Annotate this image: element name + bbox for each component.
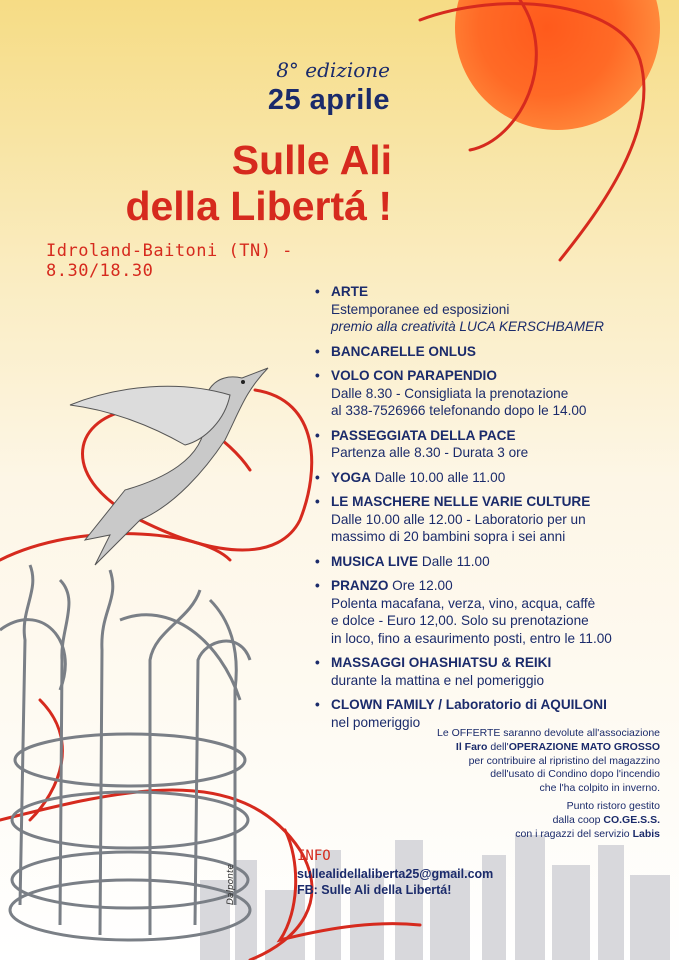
program-item	[311, 427, 663, 462]
program-item-line: Dalle 8.30 - Consigliata la prenotazione	[331, 385, 569, 401]
program-item	[311, 577, 663, 647]
program-item	[311, 469, 663, 487]
food-point-service: Labis	[632, 827, 660, 840]
program-item	[311, 343, 663, 361]
program-item	[311, 283, 663, 336]
title-line-2: della Libertá !	[125, 183, 392, 229]
program-item-line: e dolce - Euro 12,00. Solo su prenotazione	[331, 613, 589, 628]
program-item-line: al 338-7526966 telefonando dopo le 14.00	[331, 403, 587, 418]
donation-line: dell'	[487, 740, 509, 753]
program-item-line: nel pomeriggio	[331, 714, 421, 730]
program-item-line: durante la mattina e nel pomeriggio	[331, 672, 545, 688]
program-item-title: MASSAGGI OHASHIATSU & REIKI	[331, 655, 552, 670]
donation-line: per contribuire al ripristino del magazzino	[468, 754, 660, 767]
food-point-line: Punto ristoro gestito	[566, 800, 660, 812]
sun-illustration	[455, 0, 660, 130]
info-facebook-link[interactable]: FB: Sulle Ali della Libertá!	[297, 883, 452, 897]
program-item-title: PASSEGGIATA DELLA PACE	[331, 427, 516, 443]
program-item-note: premio alla creatività LUCA KERSCHBAMER	[331, 319, 604, 334]
food-point-note	[420, 800, 660, 841]
info-box	[297, 848, 637, 898]
edition-label: 8° edizione	[276, 58, 390, 82]
program-item-line: Dalle 10.00 alle 12.00 - Laboratorio per un	[331, 511, 586, 527]
program-item-line: Estemporanee ed esposizioni	[331, 301, 510, 317]
food-point-line: con i ragazzi del servizio	[515, 827, 633, 840]
program-item-text: Dalle 11.00	[418, 553, 490, 569]
program-item-title: CLOWN FAMILY / Laboratorio di AQUILONI	[331, 697, 607, 712]
event-title	[40, 137, 392, 229]
program-item-title: VOLO CON PARAPENDIO	[331, 368, 497, 383]
program-item-title: MUSICA LIVE	[331, 553, 419, 569]
program-item	[311, 553, 663, 571]
donation-note	[360, 727, 660, 796]
title-line-1: Sulle Ali	[231, 137, 392, 183]
program-list	[311, 283, 663, 738]
info-label: INFO	[297, 848, 331, 864]
donation-org: OPERAZIONE MATO GROSSO	[508, 740, 660, 753]
program-item-title: YOGA	[331, 469, 372, 485]
donation-line: dell'usato di Condino dopo l'incendio	[490, 768, 660, 781]
donation-line: che l'ha colpito in inverno.	[539, 782, 660, 795]
event-date: 25 aprile	[267, 84, 390, 116]
program-item	[311, 367, 663, 420]
program-item-text: Dalle 10.00 alle 11.00	[371, 469, 506, 485]
program-item	[311, 654, 663, 689]
program-item-line: massimo di 20 bambini sopra i sei anni	[331, 529, 566, 544]
donation-line: Le OFFERTE saranno devolute all'associazione	[436, 727, 660, 739]
program-item-line: in loco, fino a esaurimento posti, entro le 11.00	[331, 630, 612, 646]
program-item	[311, 493, 663, 546]
program-item-title: LE MASCHERE NELLE VARIE CULTURE	[331, 494, 591, 509]
program-item-text: Ore 12.00	[388, 578, 453, 593]
program-item	[311, 696, 663, 731]
program-item-title: ARTE	[331, 284, 369, 299]
program-item-line: Partenza alle 8.30 - Durata 3 ore	[331, 445, 529, 460]
artist-signature: Dalponte	[226, 864, 236, 905]
info-email-link[interactable]: sullealidellaliberta25@gmail.com	[297, 867, 494, 881]
food-point-coop: CO.GE.S.S.	[603, 813, 660, 826]
donation-org: Il Faro	[455, 740, 488, 753]
food-point-line: dalla coop	[552, 813, 604, 826]
program-item-line: Polenta macafana, verza, vino, acqua, caffè	[331, 595, 596, 611]
place-and-time: Idroland-Baitoni (TN) - 8.30/18.30	[46, 241, 293, 281]
bird-illustration	[70, 368, 268, 565]
program-item-title: BANCARELLE ONLUS	[331, 343, 476, 359]
program-item-title: PRANZO	[331, 578, 389, 593]
